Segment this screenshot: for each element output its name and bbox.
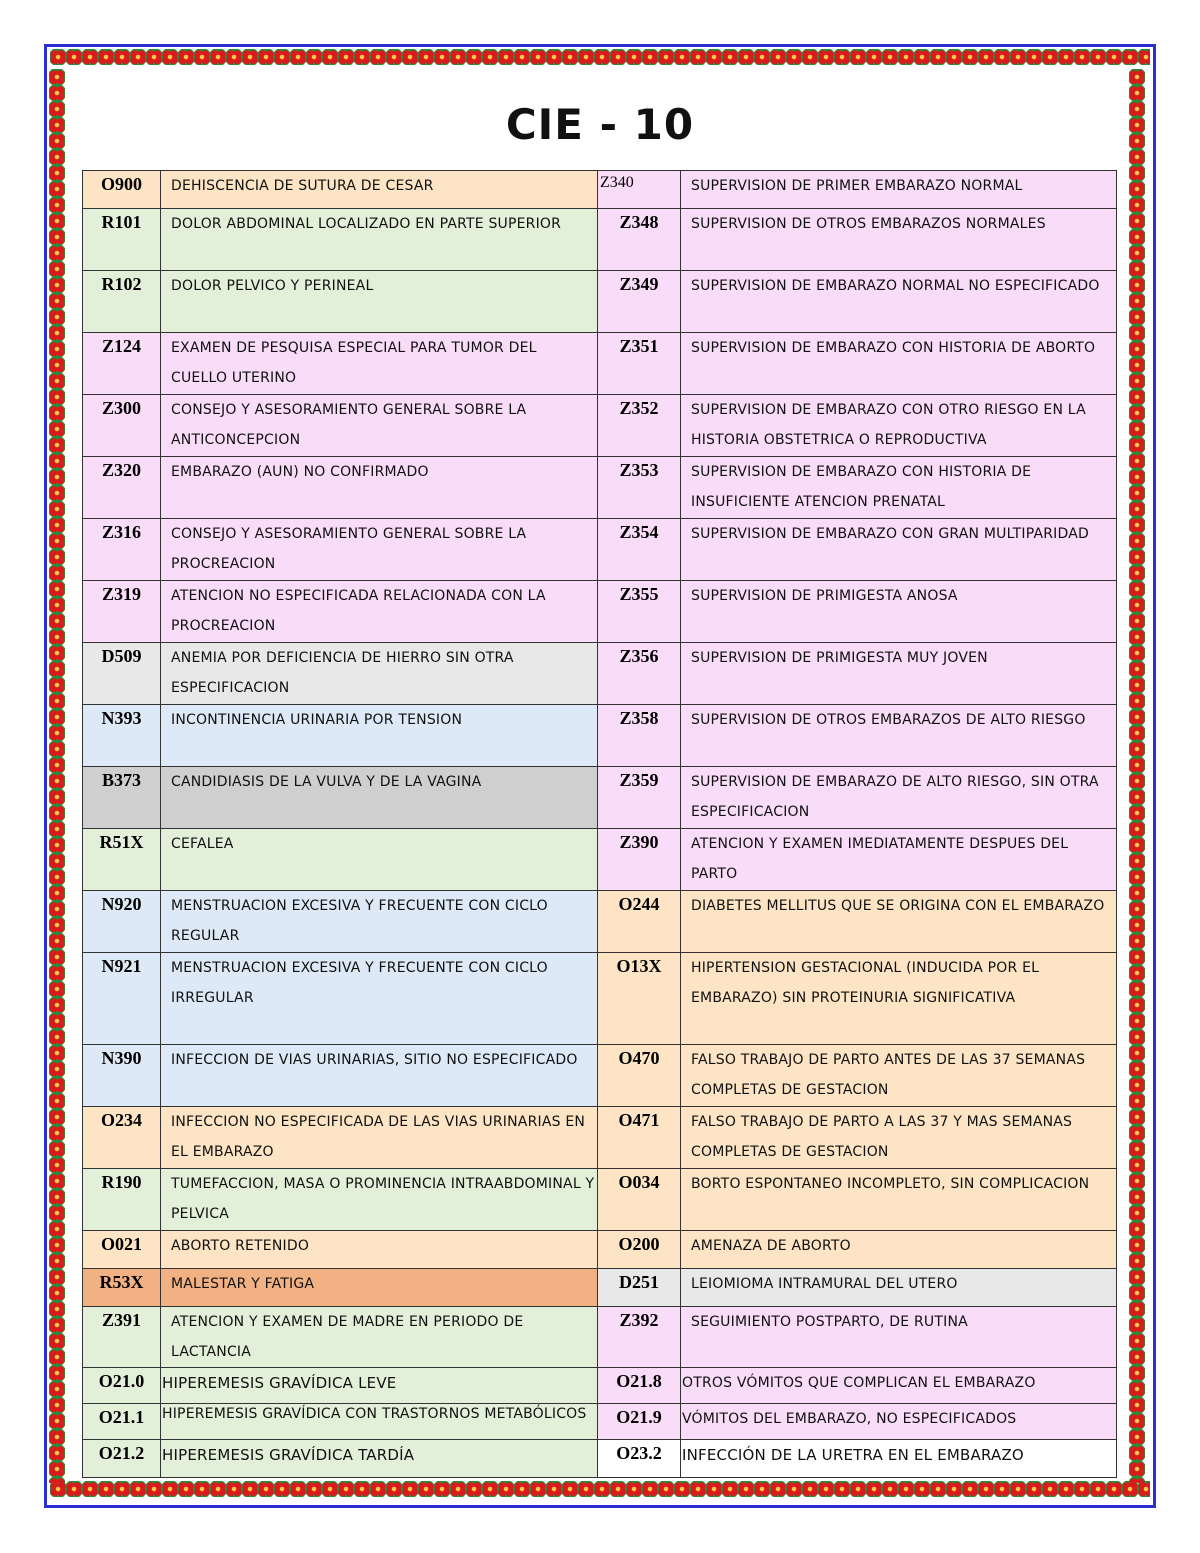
left-code: O21.1	[83, 1404, 161, 1440]
right-description: SUPERVISION DE EMBARAZO NORMAL NO ESPECIFICADO	[681, 271, 1117, 333]
right-code: D251	[598, 1269, 681, 1307]
left-description: DOLOR ABDOMINAL LOCALIZADO EN PARTE SUPERIOR	[161, 209, 598, 271]
table-row	[83, 1045, 1117, 1107]
right-code: O244	[598, 891, 681, 953]
right-code: Z353	[598, 457, 681, 519]
left-code: O21.2	[83, 1440, 161, 1478]
right-code: Z354	[598, 519, 681, 581]
page-title: CIE - 10	[505, 100, 695, 149]
right-description: INFECCIÓN DE LA URETRA EN EL EMBARAZO	[681, 1440, 1117, 1478]
left-code: R102	[83, 271, 161, 333]
left-code: O900	[83, 171, 161, 209]
right-code: Z356	[598, 643, 681, 705]
left-code: R53X	[83, 1269, 161, 1307]
flower-border-top	[50, 49, 1150, 71]
right-code: O470	[598, 1045, 681, 1107]
left-description: INCONTINENCIA URINARIA POR TENSION	[161, 705, 598, 767]
left-code: R101	[83, 209, 161, 271]
right-code: Z352	[598, 395, 681, 457]
table-row	[83, 953, 1117, 1045]
table-row	[83, 1368, 1117, 1404]
table-row	[83, 1404, 1117, 1440]
table-row	[83, 1307, 1117, 1368]
right-description: HIPERTENSION GESTACIONAL (INDUCIDA POR EL EMBARAZO) SIN PROTEINURIA SIGNIFICATIVA	[681, 953, 1117, 1045]
right-description: LEIOMIOMA INTRAMURAL DEL UTERO	[681, 1269, 1117, 1307]
flower-border-right	[1129, 69, 1151, 1483]
right-code: Z359	[598, 767, 681, 829]
cie10-code-table	[82, 170, 1117, 1478]
left-code: Z300	[83, 395, 161, 457]
table-row	[83, 1269, 1117, 1307]
left-description: ANEMIA POR DEFICIENCIA DE HIERRO SIN OTRA ESPECIFICACION	[161, 643, 598, 705]
left-description: CEFALEA	[161, 829, 598, 891]
flower-border-bottom	[50, 1481, 1150, 1503]
table-row	[83, 395, 1117, 457]
right-description: SUPERVISION DE EMBARAZO DE ALTO RIESGO, SIN OTRA ESPECIFICACION	[681, 767, 1117, 829]
left-code: D509	[83, 643, 161, 705]
left-description: EXAMEN DE PESQUISA ESPECIAL PARA TUMOR DEL CUELLO UTERINO	[161, 333, 598, 395]
right-description: VÓMITOS DEL EMBARAZO, NO ESPECIFICADOS	[681, 1404, 1117, 1440]
right-code: Z349	[598, 271, 681, 333]
table-row	[83, 333, 1117, 395]
table-row	[83, 1440, 1117, 1478]
flower-border-left	[49, 69, 71, 1483]
left-description: MENSTRUACION EXCESIVA Y FRECUENTE CON CICLO IRREGULAR	[161, 953, 598, 1045]
left-code: O234	[83, 1107, 161, 1169]
right-description: FALSO TRABAJO DE PARTO A LAS 37 Y MAS SEMANAS COMPLETAS DE GESTACION	[681, 1107, 1117, 1169]
right-description: SUPERVISION DE PRIMIGESTA ANOSA	[681, 581, 1117, 643]
right-code: Z358	[598, 705, 681, 767]
left-code: Z124	[83, 333, 161, 395]
left-description: ABORTO RETENIDO	[161, 1231, 598, 1269]
left-code: N393	[83, 705, 161, 767]
right-code: Z340	[598, 171, 681, 209]
table-row	[83, 891, 1117, 953]
left-code: Z320	[83, 457, 161, 519]
table-row	[83, 457, 1117, 519]
left-code: N920	[83, 891, 161, 953]
left-description: DEHISCENCIA DE SUTURA DE CESAR	[161, 171, 598, 209]
left-description: INFECCION NO ESPECIFICADA DE LAS VIAS URINARIAS EN EL EMBARAZO	[161, 1107, 598, 1169]
right-description: ATENCION Y EXAMEN IMEDIATAMENTE DESPUES DEL PARTO	[681, 829, 1117, 891]
left-description: CONSEJO Y ASESORAMIENTO GENERAL SOBRE LA PROCREACION	[161, 519, 598, 581]
right-code: O21.9	[598, 1404, 681, 1440]
right-description: BORTO ESPONTANEO INCOMPLETO, SIN COMPLICACION	[681, 1169, 1117, 1231]
left-code: O021	[83, 1231, 161, 1269]
left-code: R190	[83, 1169, 161, 1231]
right-code: O23.2	[598, 1440, 681, 1478]
right-description: SEGUIMIENTO POSTPARTO, DE RUTINA	[681, 1307, 1117, 1368]
right-code: O034	[598, 1169, 681, 1231]
right-description: SUPERVISION DE OTROS EMBARAZOS DE ALTO RIESGO	[681, 705, 1117, 767]
left-description: DOLOR PELVICO Y PERINEAL	[161, 271, 598, 333]
left-code: Z391	[83, 1307, 161, 1368]
left-description: CONSEJO Y ASESORAMIENTO GENERAL SOBRE LA ANTICONCEPCION	[161, 395, 598, 457]
left-code: Z316	[83, 519, 161, 581]
table-row	[83, 1107, 1117, 1169]
left-description: ATENCION Y EXAMEN DE MADRE EN PERIODO DE LACTANCIA	[161, 1307, 598, 1368]
left-description: MALESTAR Y FATIGA	[161, 1269, 598, 1307]
right-description: SUPERVISION DE EMBARAZO CON GRAN MULTIPARIDAD	[681, 519, 1117, 581]
table-row	[83, 1169, 1117, 1231]
left-description: INFECCION DE VIAS URINARIAS, SITIO NO ESPECIFICADO	[161, 1045, 598, 1107]
right-code: O21.8	[598, 1368, 681, 1404]
right-description: DIABETES MELLITUS QUE SE ORIGINA CON EL EMBARAZO	[681, 891, 1117, 953]
table-row	[83, 705, 1117, 767]
left-code: N390	[83, 1045, 161, 1107]
left-description: ATENCION NO ESPECIFICADA RELACIONADA CON LA PROCREACION	[161, 581, 598, 643]
right-description: SUPERVISION DE EMBARAZO CON OTRO RIESGO EN LA HISTORIA OBSTETRICA O REPRODUCTIVA	[681, 395, 1117, 457]
table-row	[83, 209, 1117, 271]
left-code: N921	[83, 953, 161, 1045]
right-code: Z392	[598, 1307, 681, 1368]
right-description: OTROS VÓMITOS QUE COMPLICAN EL EMBARAZO	[681, 1368, 1117, 1404]
left-description: EMBARAZO (AUN) NO CONFIRMADO	[161, 457, 598, 519]
left-description: HIPEREMESIS GRAVÍDICA LEVE	[161, 1368, 598, 1404]
table-row	[83, 643, 1117, 705]
right-description: SUPERVISION DE OTROS EMBARAZOS NORMALES	[681, 209, 1117, 271]
right-description: SUPERVISION DE PRIMER EMBARAZO NORMAL	[681, 171, 1117, 209]
left-description: HIPEREMESIS GRAVÍDICA TARDÍA	[161, 1440, 598, 1478]
right-code: O13X	[598, 953, 681, 1045]
right-code: O471	[598, 1107, 681, 1169]
right-description: AMENAZA DE ABORTO	[681, 1231, 1117, 1269]
right-code: Z348	[598, 209, 681, 271]
right-description: SUPERVISION DE EMBARAZO CON HISTORIA DE INSUFICIENTE ATENCION PRENATAL	[681, 457, 1117, 519]
left-code: Z319	[83, 581, 161, 643]
right-code: Z355	[598, 581, 681, 643]
right-code: O200	[598, 1231, 681, 1269]
table-row	[83, 829, 1117, 891]
right-code: Z351	[598, 333, 681, 395]
right-description: FALSO TRABAJO DE PARTO ANTES DE LAS 37 SEMANAS COMPLETAS DE GESTACION	[681, 1045, 1117, 1107]
table-row	[83, 767, 1117, 829]
left-code: R51X	[83, 829, 161, 891]
table-row	[83, 519, 1117, 581]
table-row	[83, 581, 1117, 643]
left-description: CANDIDIASIS DE LA VULVA Y DE LA VAGINA	[161, 767, 598, 829]
right-description: SUPERVISION DE EMBARAZO CON HISTORIA DE ABORTO	[681, 333, 1117, 395]
left-description: MENSTRUACION EXCESIVA Y FRECUENTE CON CICLO REGULAR	[161, 891, 598, 953]
left-description: HIPEREMESIS GRAVÍDICA CON TRASTORNOS METABÓLICOS	[161, 1404, 598, 1440]
right-description: SUPERVISION DE PRIMIGESTA MUY JOVEN	[681, 643, 1117, 705]
left-code: O21.0	[83, 1368, 161, 1404]
right-code: Z390	[598, 829, 681, 891]
table-row	[83, 1231, 1117, 1269]
table-row	[83, 171, 1117, 209]
left-description: TUMEFACCION, MASA O PROMINENCIA INTRAABDOMINAL Y PELVICA	[161, 1169, 598, 1231]
table-row	[83, 271, 1117, 333]
left-code: B373	[83, 767, 161, 829]
